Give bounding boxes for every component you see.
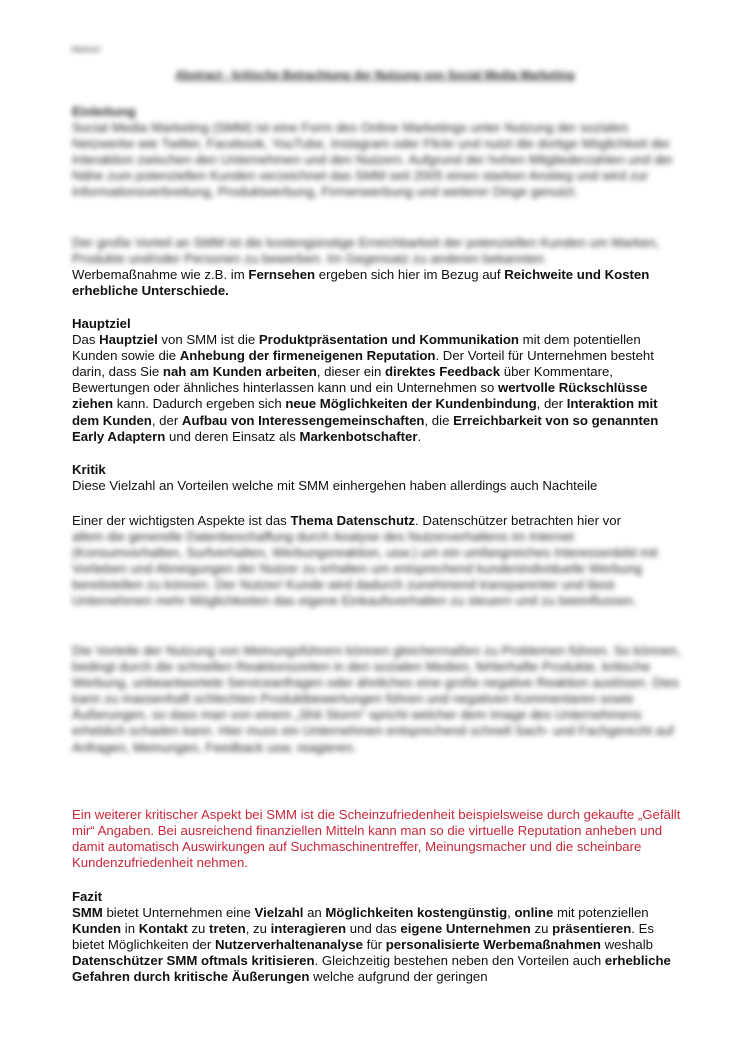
text-run: bietet Unternehmen eine <box>102 905 255 921</box>
text-run: und deren Einsatz als <box>165 428 300 444</box>
einleitung-visible-paragraph <box>72 267 684 299</box>
text-bold: präsentieren <box>552 921 632 937</box>
text-run: zu <box>530 921 553 937</box>
text-run: . Es bietet Möglichkeiten der <box>72 921 654 953</box>
text-run: an <box>303 905 326 921</box>
text-run: zu <box>187 921 210 937</box>
text-bold: Fernsehen <box>248 267 316 282</box>
text-bold: neue Möglichkeiten der Kundenbindung <box>285 396 537 412</box>
text-bold: Produktpräsentation und Kommunikation <box>258 332 519 348</box>
fazit-paragraph <box>72 905 684 985</box>
section-heading-kritik: Kritik <box>72 462 106 477</box>
text-run: von SMM ist die <box>157 332 259 348</box>
text-bold: Thema Datenschutz <box>290 513 416 528</box>
text-bold: Erreichbarkeit von so genannten Early Adaptern <box>72 412 659 444</box>
section-heading-einleitung: Einleitung <box>72 104 136 119</box>
text-bold: eigene Unternehmen <box>400 921 531 937</box>
text-bold: Möglichkeiten kostengünstig <box>325 905 508 921</box>
kritik-red-paragraph: Ein weiterer kritischer Aspekt bei SMM ist die Scheinzufriedenheit beispielsweise durch gekaufte „Gefällt mir“ Angaben. Bei ausreichend finanziellen Mitteln kann man so die virtuelle Reputation anheben und damit automatisch Auswirkungen auf Suchmaschinentreffer, Meinungsmacher und die scheinbare Kundenzufriedenheit nehmen. <box>72 807 681 871</box>
text-bold: Kunden <box>72 921 122 937</box>
text-run: für <box>363 937 386 953</box>
text-run: Werbemaßnahme wie z.B. im <box>72 267 249 282</box>
section-heading-fazit: Fazit <box>72 889 103 904</box>
text-run: mit dem potentiellen Kunden sowie die <box>72 332 641 364</box>
text-bold: interagieren <box>270 921 347 937</box>
text-bold: wertvolle Rückschlüsse ziehen <box>72 380 648 412</box>
text-run: über Kommentare, Bewertungen oder ähnliches hinterlassen kann und ein Unternehmen so <box>72 364 613 396</box>
text-run: , die <box>424 412 454 428</box>
text-run: , der <box>151 412 182 428</box>
text-bold: Hauptziel <box>99 332 158 348</box>
text-run: welche aufgrund der geringen <box>309 969 488 985</box>
text-run: und das <box>346 921 401 937</box>
text-run: , <box>507 905 515 921</box>
text-bold: erhebliche Gefahren durch kritische Äußerungen <box>72 953 671 985</box>
text-run: . <box>417 428 422 444</box>
text-run: . Datenschützer betrachten hier vor <box>415 513 621 528</box>
page-header-label: Abstract <box>71 45 101 54</box>
text-run: . Der Vorteil für Unternehmen besteht darin, dass Sie <box>72 348 654 380</box>
text-bold: Nutzerverhaltenanalyse <box>214 937 364 953</box>
text-bold: Anhebung der firmeneigenen Reputation <box>179 348 436 364</box>
kritik-datenschutz-line <box>72 513 684 529</box>
text-bold: personalisierte Werbemaßnahmen <box>385 937 601 953</box>
section-einleitung <box>72 104 684 201</box>
einleitung-paragraph: Social Media Marketing (SMM) ist eine Form des Online Marketings unter Nutzung der sozialen Netzwerke wie Twitter, Facebook, YouTube, Instagram oder Flickr und nutzt die dortige Möglichkeit der Interaktion zwischen den Unternehmen und den Nutzern. Aufgrund der hohen Mitgliederzahlen und der Nähe zum potenziellen Kunden verzeichnet das SMM seit 2005 einen starken Anstieg und wird zur Informationsverbreitung, Produktwerbung, Firmenwerbung und weiterer Dinge genutzt. <box>72 120 674 200</box>
kritik-blurred-paragraph-2: Die Vorteile der Nutzung von Meinungsführern können gleichermaßen zu Problemen führen. So können, bedingt durch die schnellen Reaktionszeiten in den sozialen Medien, fehlerhafte Produkte, kritische Werbung, unbeantwortete Serviceanfragen oder ähnliches eine große negative Reaktion auslösen. Dies kann zu massenhaft schlechten Produktbewertungen führen und negativen Kommentaren sowie Äußerungen, so dass man von einem „Shit Storm“ spricht welcher dem Image des Unternehmens erheblich schaden kann. Hier muss ein Unternehmen entsprechend schnell Sach- und Fachgerecht auf Anfragen, Meinungen, Feedback usw. reagieren. <box>72 643 681 755</box>
text-run: ergeben sich hier im Bezug auf <box>315 267 505 282</box>
text-run: , zu <box>245 921 271 937</box>
section-heading-hauptziel: Hauptziel <box>72 316 131 331</box>
document-title: Abstract - kritische Betrachtung der Nutzung von Social Media Marketing <box>175 70 575 82</box>
text-run: Einer der wichtigsten Aspekte ist das <box>72 513 291 528</box>
text-run: , dieser ein <box>316 364 385 380</box>
text-bold: Kontakt <box>138 921 188 937</box>
kritik-blurred-paragraph-1: allem die generelle Datenbeschaffung durch Analyse des Nutzerverhaltens im Internet (Konsumverhalten, Surfverhalten, Werbungsreaktion, usw.) um ein umfangreiches Interessenbild mit Vorlieben und Abneigungen der Nutzer zu erhalten um entsprechend kundenindividuelle Werbung bereitstellen zu können. Der Nutzer/ Kunde wird dadurch zunehmend transparenter und lässt Unternehmen mehr Möglichkeiten das eigene Einkaufsverhalten zu steuern und zu beeinflussen. <box>72 529 658 609</box>
text-run: , der <box>536 396 567 412</box>
section-fazit <box>72 889 684 986</box>
text-run: weshalb <box>600 937 654 953</box>
text-run: kann. Dadurch ergeben sich <box>113 396 286 412</box>
text-bold: Datenschützer SMM oftmals kritisieren <box>72 953 315 969</box>
hauptziel-paragraph <box>72 332 684 445</box>
text-bold: Vielzahl <box>254 905 304 921</box>
text-bold: Interaktion mit dem Kunden <box>72 396 658 428</box>
text-run: mit potenziellen <box>553 905 649 921</box>
text-bold: nah am Kunden arbeiten <box>162 364 317 380</box>
text-bold: Aufbau von Interessengemeinschaften <box>181 412 425 428</box>
einleitung-blurred-lines: Der große Vorteil an SMM ist die kostengünstige Erreichbarkeit der potenziellen Kunden um Marken, Produkte und/oder Personen zu bewerben. Im Gegensatz zu anderen bekannten <box>72 235 660 267</box>
kritik-intro: Diese Vielzahl an Vorteilen welche mit SMM einhergehen haben allerdings auch Nachteile <box>72 478 598 494</box>
section-kritik <box>72 462 684 494</box>
text-run: . Gleichzeitig bestehen neben den Vorteilen auch <box>314 953 605 969</box>
text-bold: Markenbotschafter <box>299 428 418 444</box>
text-run: in <box>121 921 139 937</box>
text-bold: direktes Feedback <box>384 364 501 380</box>
text-bold: online <box>514 905 554 921</box>
text-bold: treten <box>209 921 246 937</box>
text-run: Das <box>72 332 100 348</box>
text-bold: SMM <box>72 905 103 921</box>
text-bold: Reichweite und Kosten erhebliche Unterschiede. <box>72 267 650 299</box>
section-hauptziel <box>72 316 684 445</box>
